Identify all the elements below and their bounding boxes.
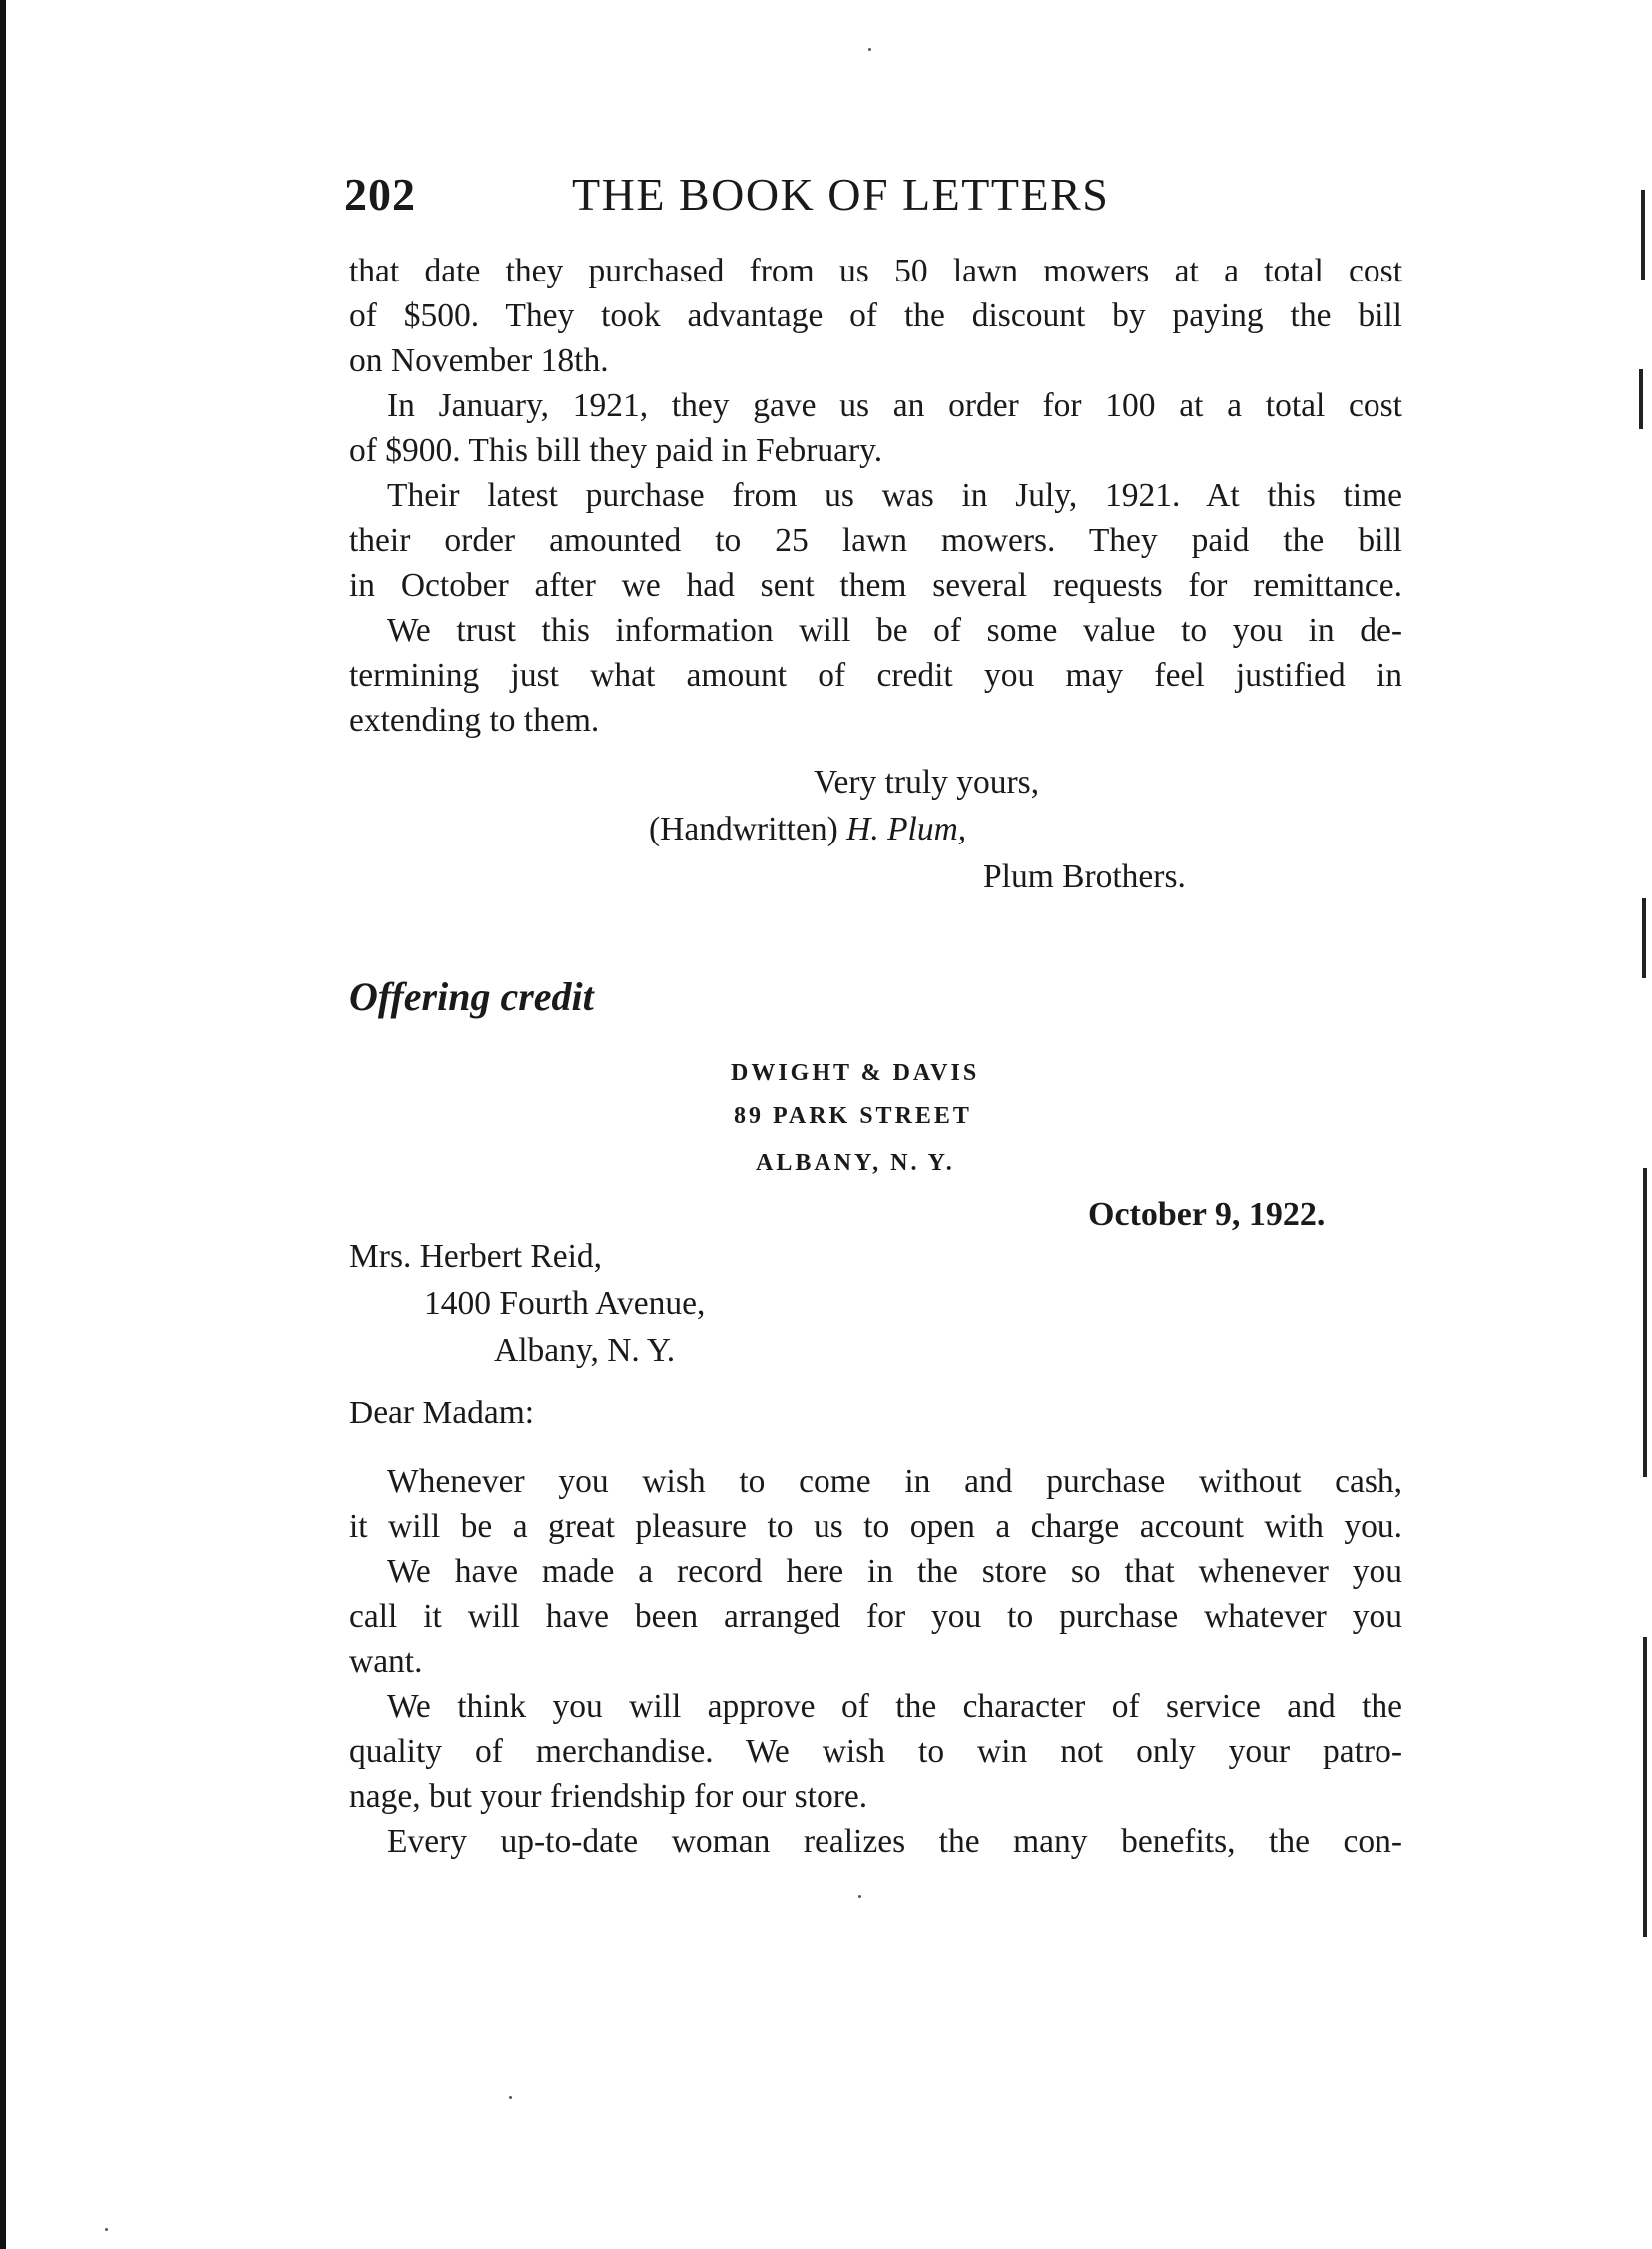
salutation: Dear Madam:	[349, 1395, 535, 1431]
text-line: extending to them.	[349, 702, 600, 739]
text-line: Whenever you wish to come in and purchase without cash,	[387, 1463, 1402, 1500]
book-title: THE BOOK OF LETTERS	[572, 169, 1110, 220]
signature-prefix: (Handwritten)	[649, 811, 838, 847]
text-line: that date they purchased from us 50 lawn mowers at a total cost	[349, 253, 1402, 289]
recipient-name: Mrs. Herbert Reid,	[349, 1238, 603, 1275]
recipient-street: 1400 Fourth Avenue,	[424, 1285, 706, 1322]
firm-name: Plum Brothers.	[983, 858, 1186, 895]
text-line: call it will have been arranged for you to purchase whatever you	[349, 1598, 1402, 1635]
text-line: We think you will approve of the character of service and the	[387, 1688, 1402, 1725]
paragraph	[349, 1819, 1402, 1864]
letterhead-line: 89 PARK STREET	[734, 1103, 972, 1129]
text-line: termining just what amount of credit you may feel justified in	[349, 657, 1402, 694]
text-line: want.	[349, 1643, 423, 1680]
text-line: their order amounted to 25 lawn mowers. They paid the bill	[349, 522, 1402, 559]
text-line: In January, 1921, they gave us an order for 100 at a total cost	[387, 387, 1402, 424]
right-edge-mark	[1639, 369, 1643, 429]
text-line: in October after we had sent them several requests for remittance.	[349, 567, 1402, 604]
text-line: quality of merchandise. We wish to win not only your patro-	[349, 1733, 1402, 1770]
letterhead-line: DWIGHT & DAVIS	[731, 1060, 980, 1086]
scan-speck	[105, 2228, 108, 2231]
letterhead-line: ALBANY, N. Y.	[756, 1150, 955, 1176]
scan-speck	[868, 48, 871, 51]
paragraph	[349, 473, 1402, 608]
binding-edge	[0, 0, 6, 2249]
text-line: Every up-to-date woman realizes the many benefits, the con-	[387, 1823, 1402, 1860]
right-edge-mark	[1642, 898, 1646, 978]
letter1-body	[349, 249, 1402, 743]
right-edge-mark	[1641, 190, 1645, 280]
scan-speck	[509, 2096, 512, 2099]
page-number: 202	[344, 169, 416, 220]
right-edge-mark	[1643, 1637, 1647, 1937]
running-head	[344, 168, 1323, 224]
paragraph	[349, 1684, 1402, 1819]
text-line: We have made a record here in the store so that whenever you	[387, 1553, 1402, 1590]
paragraph	[349, 249, 1402, 383]
text-line: Their latest purchase from us was in July, 1921. At this time	[387, 477, 1402, 514]
text-line: it will be a great pleasure to us to open a charge account with you.	[349, 1508, 1402, 1545]
signature	[649, 811, 966, 848]
text-line: of $900. This bill they paid in February.	[349, 432, 883, 469]
text-line: nage, but your friendship for our store.	[349, 1778, 868, 1815]
paragraph	[349, 1549, 1402, 1684]
scan-speck	[858, 1895, 861, 1898]
closing: Very truly yours,	[814, 764, 1040, 801]
text-line: We trust this information will be of some value to you in de-	[387, 612, 1402, 649]
text-line: of $500. They took advantage of the discount by paying the bill	[349, 297, 1402, 334]
paragraph	[349, 1459, 1402, 1549]
letter2-body	[349, 1459, 1402, 1864]
letter-date: October 9, 1922.	[1088, 1196, 1326, 1233]
recipient-city: Albany, N. Y.	[494, 1332, 676, 1369]
right-edge-mark	[1643, 1168, 1647, 1477]
section-heading: Offering credit	[349, 974, 594, 1019]
text-line: on November 18th.	[349, 342, 609, 379]
signature-name: H. Plum,	[846, 811, 967, 847]
paragraph	[349, 383, 1402, 473]
paragraph	[349, 608, 1402, 743]
